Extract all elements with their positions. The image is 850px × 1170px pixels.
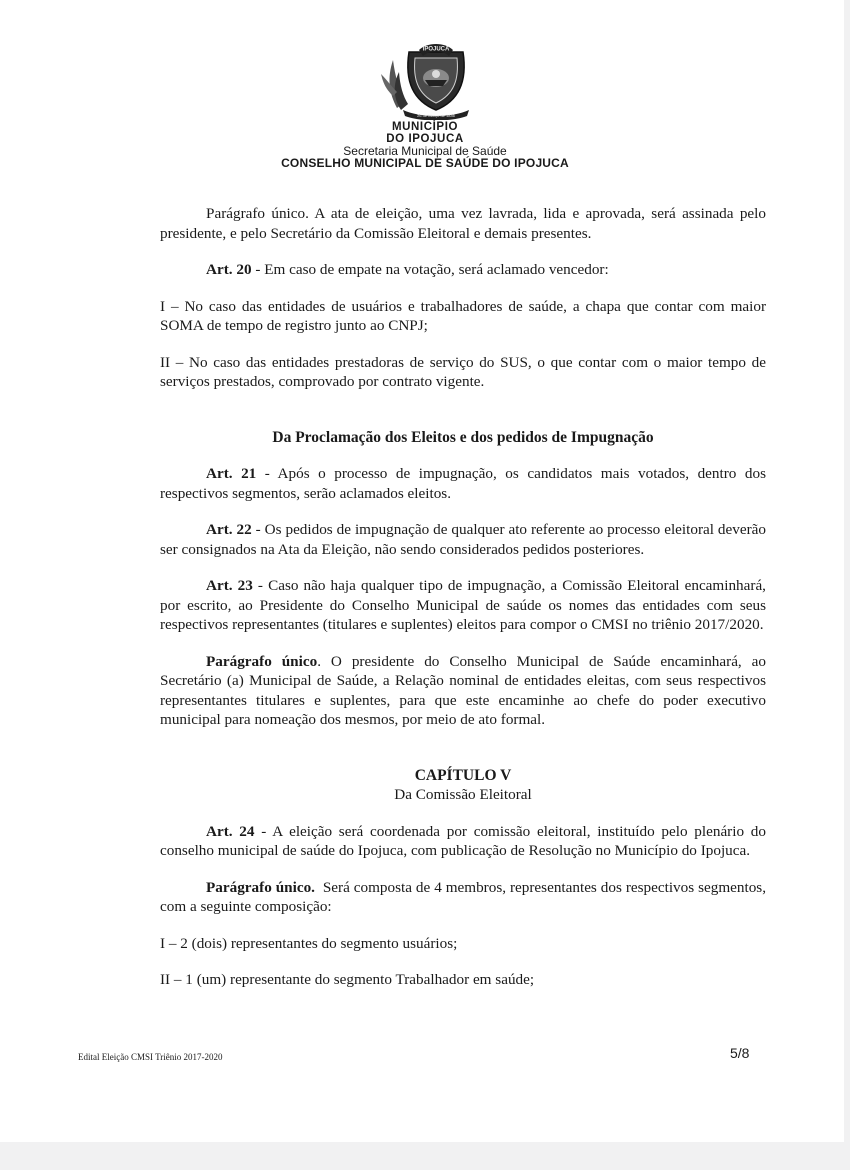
header-secretaria: Secretaria Municipal de Saúde bbox=[343, 144, 507, 158]
paragraph-unico-24 bbox=[160, 878, 770, 917]
paragraph-unico-23-text: . O presidente do Conselho Municipal de Saúde encaminhará, ao Secretário (a) Municipal de Saúde, a Relação nominal de entidades eleitas, com seus respectivos representantes titulares e suplentes, para que este encaminhe ao chefe do poder executivo municipal para nomeação dos mesmos, por meio de ato formal. bbox=[160, 652, 767, 728]
article-23-text: - Caso não haja qualquer tipo de impugnação, a Comissão Eleitoral encaminhará, por escrito, ao Presidente do Conselho Municipal de saúde os nomes das entidades com seus respectivos representantes (titulares e suplentes) eleitos para compor o CMSI no triênio 2017/2020. bbox=[160, 577, 766, 633]
article-20 bbox=[160, 260, 766, 280]
paragraph-unico-23-label: Parágrafo único bbox=[206, 652, 318, 670]
article-23 bbox=[160, 576, 766, 635]
paragraph-unico-24-label: Parágrafo único. bbox=[206, 878, 315, 896]
article-24-label: Art. 24 bbox=[206, 822, 255, 840]
article-23-label: Art. 23 bbox=[206, 577, 253, 594]
composition-item-1: I – 2 (dois) representantes do segmento usuários; bbox=[160, 934, 458, 952]
inciso-2: II – No caso das entidades prestadoras de serviço do SUS, o que contar com o maior tempo de serviços prestados, comprovado por contrato vigente. bbox=[160, 353, 766, 390]
header-conselho: CONSELHO MUNICIPAL DE SAÚDE DO IPOJUCA bbox=[281, 156, 569, 170]
article-21 bbox=[160, 464, 766, 503]
inciso-1: I – No caso das entidades de usuários e trabalhadores de saúde, a chapa que contar com maior SOMA de tempo de registro junto ao CNPJ; bbox=[160, 297, 766, 334]
scan-margin-right bbox=[844, 0, 850, 1170]
page-number: 5/8 bbox=[730, 1045, 750, 1061]
paragraph-ata: Parágrafo único. A ata de eleição, uma vez lavrada, lida e aprovada, será assinada pelo presidente, e pelo Secretário da Comissão Eleitoral e demais presentes. bbox=[160, 205, 766, 242]
chapter-title: CAPÍTULO V bbox=[414, 766, 512, 784]
svg-text:26 de Março de 1846: 26 de Março de 1846 bbox=[417, 113, 455, 118]
article-22-text: - Os pedidos de impugnação de qualquer ato referente ao processo eleitoral deverão ser consignados na Ata da Eleição, não sendo considerados pedidos posteriores. bbox=[160, 521, 766, 558]
footer-document-title: Edital Eleição CMSI Triênio 2017-2020 bbox=[78, 1052, 223, 1062]
paragraph-unico-24-text: Será composta de 4 membros, representantes dos respectivos segmentos, com a seguinte composição: bbox=[160, 878, 770, 915]
scan-margin-bottom bbox=[0, 1142, 850, 1170]
article-21-label: Art. 21 bbox=[206, 465, 257, 482]
article-22-label: Art. 22 bbox=[206, 521, 252, 538]
ipojuca-coat-of-arms-icon bbox=[375, 38, 475, 120]
document-body bbox=[160, 204, 770, 1007]
paragraph-unico-23 bbox=[160, 652, 766, 730]
section-title: Da Proclamação dos Eleitos e dos pedidos de Impugnação bbox=[272, 428, 654, 446]
header-do-ipojuca: DO IPOJUCA bbox=[386, 133, 464, 145]
article-24-text: - A eleição será coordenada por comissão eleitoral, instituído pelo plenário do conselho municipal de saúde do Ipojuca, com publicação de Resolução no Município do Ipojuca. bbox=[160, 822, 766, 859]
article-22 bbox=[160, 520, 766, 559]
article-20-text: - Em caso de empate na votação, será aclamado vencedor: bbox=[251, 261, 609, 278]
chapter-subtitle: Da Comissão Eleitoral bbox=[394, 786, 532, 803]
article-20-label: Art. 20 bbox=[206, 261, 252, 278]
svg-text:IPOJUCA: IPOJUCA bbox=[422, 46, 450, 53]
letterhead bbox=[0, 38, 850, 169]
article-24 bbox=[160, 822, 766, 861]
composition-item-2: II – 1 (um) representante do segmento Trabalhador em saúde; bbox=[160, 971, 535, 988]
article-21-text: - Após o processo de impugnação, os candidatos mais votados, dentro dos respectivos segmentos, serão aclamados eleitos. bbox=[160, 465, 766, 502]
header-municipio: MUNICÍPIO bbox=[391, 121, 459, 133]
